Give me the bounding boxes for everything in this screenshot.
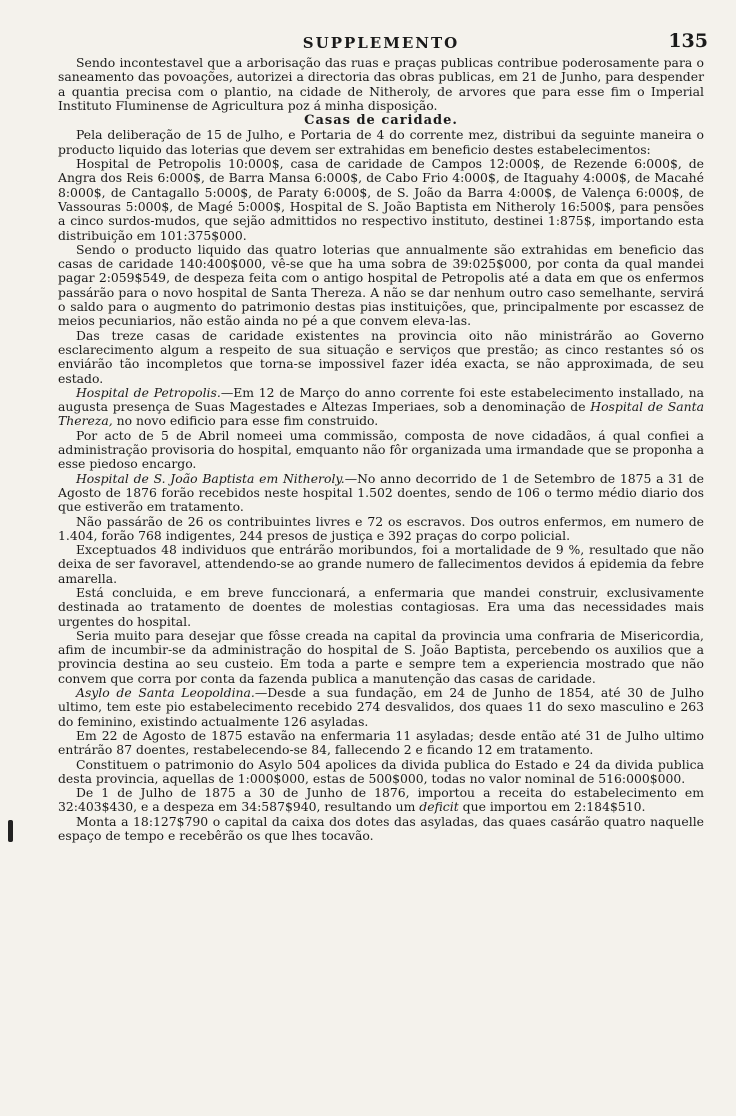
paragraph: Hospital de S. João Baptista em Nitheroly.—No anno decorrido de 1 de Setembro de 1875 a 31 de Agosto de 1876 forão recebidos neste hospital 1.502 doentes, sendo de 106 o termo médio diario dos que estiverão em tratamento. (58, 470, 704, 515)
paragraph: Está concluida, e em breve funccionará, a enfermaria que mandei construir, exclusivamente destinada ao tratamento de doentes de molestias contagiosas. Era uma das necessidades mais urgentes do hospital. (58, 584, 704, 629)
paragraph: Não passárão de 26 os contribuintes livres e 72 os escravos. Dos outros enfermos, em numero de 1.404, forão 768 indigentes, 244 presos de justiça e 392 praças do corpo policial. (58, 513, 704, 543)
paragraph-lead: Hospital de Santa Thereza, (58, 399, 704, 429)
paragraph: Pela deliberação de 15 de Julho, e Portaria de 4 do corrente mez, distribui da seguinte maneira o producto liquido das loterias que devem ser extrahidas em beneficio destes estabelecimentos: (58, 127, 704, 157)
paragraph: Hospital de Petropolis 10:000$, casa de caridade de Campos 12:000$, de Rezende 6:000$, de Angra dos Reis 6:000$, de Barra Mansa 6:000$, de Cabo Frio 4:000$, de Itaguahy 4:000$, de Macahé 8:000$, de Cantagallo 5:000$, de Paraty 6:000$, de S. João da Barra 4:000$, de Valença 6:000$, de Vassouras 5:000$, de Magé 5:000$, Hospital de S. João Baptista em Nitheroly 16:500$, para pensões a cinco surdos-mudos, que sejão admittidos no respectivo instituto, destinei 1:875$, importando esta distribuição em 101:375$000. (58, 156, 704, 243)
page-number: 135 (668, 30, 708, 52)
binding-mark (8, 820, 13, 842)
paragraph: Asylo de Santa Leopoldina.—Desde a sua fundação, em 24 de Junho de 1854, até 30 de Julho ultimo, tem este pio estabelecimento recebido 274 desvalidos, dos quaes 11 do sexo masculino e 263 do feminino, existindo actualmente 126 asyladas. (58, 685, 705, 729)
paragraph: Seria muito para desejar que fôsse creada na capital da provincia uma confraria de Misericordia, afim de incumbir-se da administração do hospital de S. João Baptista, percebendo os auxilios que a provincia destina ao seu custeio. Em toda a parte e sempre tem a experiencia mostrado que não convem que corra por conta da fazenda publica a manutenção das casas de caridade. (58, 627, 704, 686)
paragraph: Das treze casas de caridade existentes na provincia oito não ministrárão ao Governo esclarecimento algum a respeito de sua situação e serviços que prestão; as cinco restantes só os enviárão tão incompletos que torna-se impossivel fazer idéa exacta, se não approximada, de seu estado. (58, 327, 704, 386)
paragraph-lead: Asylo de Santa Leopoldina. (76, 685, 255, 701)
section-title: Casas de caridade. (304, 113, 458, 129)
paragraph-lead: Hospital de S. João Baptista em Nitheroly. (76, 470, 345, 486)
paragraph: Em 22 de Agosto de 1875 estavão na enfermaria 11 asyladas; desde então até 31 de Julho ultimo entrárão 87 doentes, restabelecendo-se 84, fallecendo 2 e ficando 12 em tratamento. (58, 727, 704, 758)
paragraph: Sendo incontestavel que a arborisação das ruas e praças publicas contribue poderosamente para o saneamento das povoações, autorizei a directoria das obras publicas, em 21 de Junho, para despender a quantia precisa com o plantio, na cidade de Nitheroly, de arvores que para esse fim o Imperial Instituto Fluminense de Agricultura poz á minha disposição. (58, 55, 704, 113)
paragraph: Hospital de Petropolis.—Em 12 de Março do anno corrente foi este estabelecimento installado, na augusta presença de Suas Magestades e Altezas Imperiaes, sob a denominação de Hospital de Santa Thereza, no novo edificio para esse fim construido. (58, 384, 704, 429)
paragraph: Sendo o producto liquido das quatro loterias que annualmente são extrahidas em beneficio das casas de caridade 140:400$000, vê-se que ha uma sobra de 39:025$000, por conta da qual mandei pagar 2:059$549, de despeza feita com o antigo hospital de Petropolis até a data em que os enfermos passárão para o novo hospital de Santa Thereza. A não se dar nenhum outro caso semelhante, servirá o saldo para o augmento do patrimonio destas pias instituições, que, principalmente por escassez de meios pecuniarios, não estão ainda no pé a que convem eleva-las. (58, 241, 704, 329)
paragraph: Constituem o patrimonio do Asylo 504 apolices da divida publica do Estado e 24 da divida publica desta provincia, aquellas de 1:000$000, estas de 500$000, todas no valor nominal de 516:000$000. (58, 756, 704, 786)
italic-term: deficit (419, 799, 459, 815)
article-body (58, 56, 704, 843)
paragraph: Por acto de 5 de Abril nomeei uma commissão, composta de nove cidadãos, á qual confiei a administração provisoria do hospital, emquanto não fôr organizada uma irmandade que se proponha a esse piedoso encargo. (58, 427, 704, 472)
paragraph: Exceptuados 48 individuos que entrárão moribundos, foi a mortalidade de 9 %, resultado que não deixa de ser favoravel, attendendo-se ao grande numero de fallecimentos devidos á epidemia da febre amarella. (58, 542, 704, 586)
paragraph: Monta a 18:127$790 o capital da caixa dos dotes das asyladas, das quaes casárão quatro naquelle espaço de tempo e recebêrão os que lhes tocavão. (58, 813, 704, 844)
paragraph-lead: Hospital de Petropolis. (76, 384, 221, 400)
page-title: SUPPLEMENTO (302, 34, 460, 52)
page (58, 30, 708, 844)
page-header (58, 30, 708, 56)
paragraph: De 1 de Julho de 1875 a 30 de Junho de 1876, importou a receita do estabelecimento em 32:403$430, e a despeza em 34:587$940, resultando um deficit que importou em 2:184$510. (58, 785, 704, 815)
